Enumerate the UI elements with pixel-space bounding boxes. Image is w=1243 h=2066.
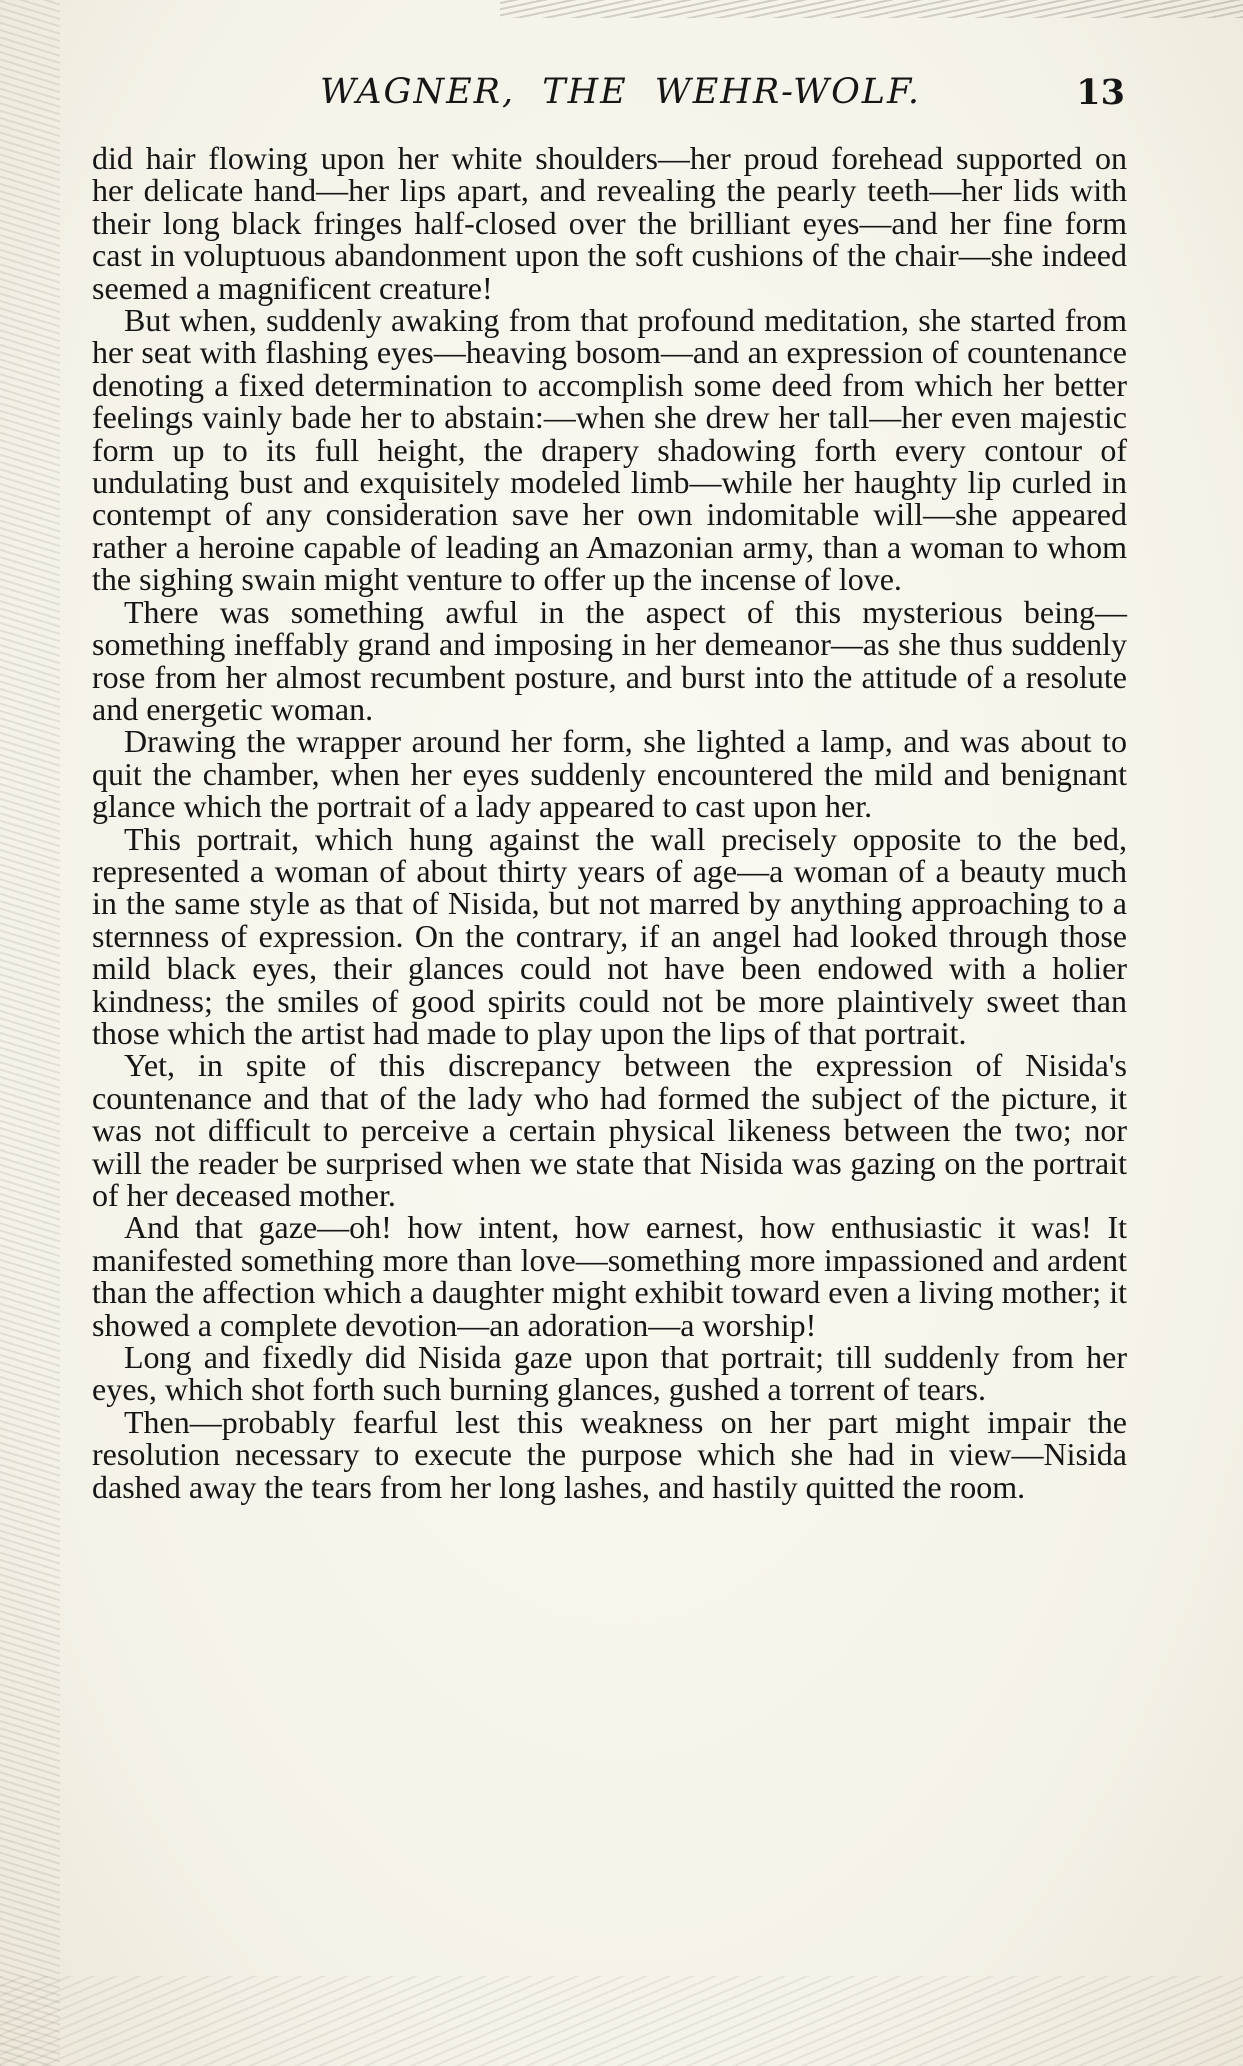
body-text [92, 142, 1127, 1503]
paragraph-3: There was something awful in the aspect of this mysterious being—something ineffably grand and imposing in her demeanor—as she thus suddenly rose from her almost recumbent posture, and burst into the attitude of a resolute and energetic woman. [92, 593, 1127, 727]
page-bottom-texture [0, 1976, 1243, 2066]
page-header [95, 72, 1125, 122]
paragraph-6: Yet, in spite of this discrepancy between the expression of Nisida's countenance and that of the lady who had formed the subject of the picture, it was not difficult to perceive a certain physical likeness between the two; nor will the reader be surprised when we state that Nisida was gazing on the portrait of her deceased mother. [92, 1047, 1127, 1213]
paragraph-4: Drawing the wrapper around her form, she lighted a lamp, and was about to quit the chamber, when her eyes suddenly encountered the mild and benignant glance which the portrait of a lady appeared to cast upon her. [92, 723, 1127, 825]
paragraph-2: But when, suddenly awaking from that profound meditation, she started from her seat with flashing eyes—heaving bosom—and an expression of countenance denoting a fixed determination to accomplish some deed from which her better feelings vainly bade her to abstain:—when she drew her tall—her even majestic form up to its full height, the drapery shadowing forth every contour of undulating bust and exquisitely modeled limb—while her haughty lip curled in contempt of any consideration save her own indomitable will—she appeared rather a heroine capable of leading an Amazonian army, than a woman to whom the sighing swain might venture to offer up the incense of love. [92, 302, 1127, 598]
page-top-texture [500, 0, 1243, 18]
paragraph-1: did hair flowing upon her white shoulders—her proud forehead supported on her delicate hand—her lips apart, and revealing the pearly teeth—her lids with their long black fringes half-closed over the brilliant eyes—and her fine form cast in voluptuous abandonment upon the soft cushions of the chair—she indeed seemed a magnificent creature! [92, 140, 1127, 306]
paragraph-7: And that gaze—oh! how intent, how earnest, how enthusiastic it was! It manifested something more than love—something more impassioned and ardent than the affection which a daughter might exhibit toward even a living mother; it showed a complete devotion—an adoration—a worship! [92, 1209, 1127, 1343]
page-number: 13 [1076, 72, 1125, 113]
paragraph-8: Long and fixedly did Nisida gaze upon that portrait; till suddenly from her eyes, which shot forth such burning glances, gushed a torrent of tears. [92, 1339, 1127, 1408]
paragraph-9: Then—probably fearful lest this weakness on her part might impair the resolution necessary to execute the purpose which she had in view—Nisida dashed away the tears from her long lashes, and hastily quitted the room. [92, 1403, 1127, 1505]
page-edge-texture [0, 0, 60, 2066]
running-title: WAGNER, THE WEHR-WOLF. [320, 72, 921, 112]
paragraph-5: This portrait, which hung against the wall precisely opposite to the bed, represented a woman of about thirty years of age—a woman of a beauty much in the same style as that of Nisida, but not marred by anything approaching to a sternness of expression. On the contrary, if an angel had looked through those mild black eyes, their glances could not have been endowed with a holier kindness; the smiles of good spirits could not be more plaintively sweet than those which the artist had made to play upon the lips of that portrait. [92, 820, 1127, 1051]
